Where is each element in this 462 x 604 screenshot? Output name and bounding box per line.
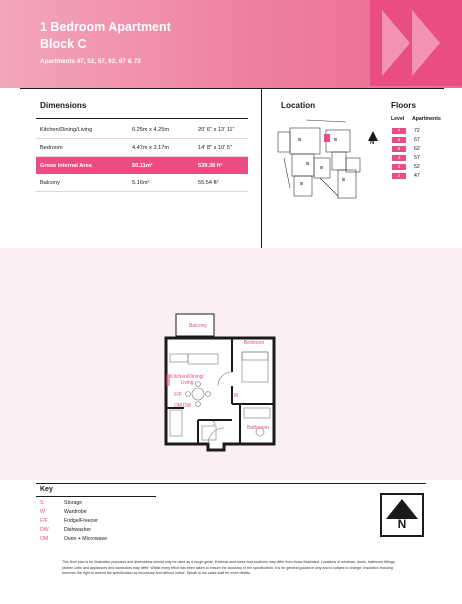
compass-box bbox=[380, 493, 424, 537]
compass-north-label: N bbox=[397, 517, 407, 531]
key-label: Fridge/Freezer bbox=[64, 518, 99, 524]
dimensions-table bbox=[36, 121, 248, 192]
dimensions-rule bbox=[36, 118, 248, 119]
room-name: Bedroom bbox=[36, 139, 128, 157]
room-label-s: S bbox=[212, 421, 216, 427]
table-row bbox=[36, 174, 248, 192]
key-item bbox=[40, 527, 91, 533]
location-north-arrow-icon bbox=[368, 128, 378, 138]
metric-size: 5.16m² bbox=[128, 174, 194, 192]
room-label-bathroom: Bathroom bbox=[247, 425, 269, 431]
apartments-subtitle: Apartments 47, 52, 57, 62, 67 & 72 bbox=[40, 58, 141, 65]
floor-level: 3 bbox=[392, 164, 406, 170]
floors-level-header: Level bbox=[391, 116, 405, 122]
metric-size: 6.25m x 4.25m bbox=[128, 121, 194, 139]
room-name: Kitchen/Dining/Living bbox=[36, 121, 128, 139]
key-item bbox=[40, 509, 87, 515]
room-name: Balcony bbox=[36, 174, 128, 192]
floor-row bbox=[392, 164, 446, 171]
room-label-om: OM bbox=[173, 403, 183, 409]
site-plan-map bbox=[276, 118, 375, 208]
vertical-divider bbox=[261, 88, 262, 248]
key-rule bbox=[36, 496, 156, 497]
room-label-ff: F/F bbox=[174, 392, 182, 398]
imperial-size: 55.54 ft² bbox=[194, 174, 248, 192]
key-item bbox=[40, 536, 107, 542]
block-title: Block C bbox=[40, 37, 87, 51]
chevron-logo bbox=[370, 0, 462, 86]
floor-level: 6 bbox=[392, 137, 406, 143]
floor-apartment: 47 bbox=[414, 173, 420, 179]
metric-size: 4.47m x 3.17m bbox=[128, 139, 194, 157]
floor-apartment: 52 bbox=[414, 164, 420, 170]
room-label-balcony: Balcony bbox=[189, 323, 207, 329]
floor-row bbox=[392, 146, 446, 153]
key-divider bbox=[36, 483, 426, 484]
location-north-label: N bbox=[370, 140, 375, 146]
floor-apartment: 57 bbox=[414, 155, 420, 161]
dimensions-heading: Dimensions bbox=[40, 101, 87, 110]
key-label: Oven + Microwave bbox=[64, 536, 108, 542]
key-label: Storage bbox=[64, 500, 83, 506]
location-heading: Location bbox=[281, 101, 316, 110]
key-code: F/F bbox=[40, 518, 48, 524]
table-row bbox=[36, 139, 248, 157]
room-label-dw: DW bbox=[182, 403, 192, 409]
disclaimer-text: This floor plan is for illustrative purposes and dimensions should only be used as a rough guide. External area sizes and locations may differ from those illustrated. Locations of windows, doors, bathroom fittings, kitchen units and appliances and wardrobes may differ. Whilst every effort has been taken to ensure the accuracy of the specification, it is for general guidance only and is subject to change. Insulation Housing reserves the right to amend the specification as necessary and without notice. Speak to our sales staff for more details. bbox=[62, 560, 396, 576]
floor-apartment: 62 bbox=[414, 146, 420, 152]
key-label: Dishwasher bbox=[64, 527, 92, 533]
floors-heading: Floors bbox=[391, 101, 417, 110]
key-code: OM bbox=[40, 536, 49, 542]
floor-apartment: 72 bbox=[414, 128, 420, 134]
floor-row bbox=[392, 155, 446, 162]
floor-level: 7 bbox=[392, 128, 406, 134]
key-code: W bbox=[40, 509, 45, 515]
room-name: Gross Internal Area bbox=[36, 157, 128, 175]
table-row bbox=[36, 121, 248, 139]
key-item bbox=[40, 500, 82, 506]
room-label-kitchen: Kitchen/Dining/ Living bbox=[170, 374, 204, 386]
key-label: Wardrobe bbox=[64, 509, 87, 515]
table-row-highlight bbox=[36, 157, 248, 175]
floor-row bbox=[392, 128, 446, 135]
key-code: S bbox=[40, 500, 44, 506]
imperial-size: 14' 8" x 10' 5" bbox=[194, 139, 248, 157]
key-code: DW bbox=[40, 527, 49, 533]
room-label-w: W bbox=[233, 393, 239, 399]
page-title: 1 Bedroom Apartment bbox=[40, 20, 171, 34]
imperial-size: 539.38 ft² bbox=[194, 157, 248, 175]
floor-row bbox=[392, 173, 446, 180]
section-divider-top bbox=[20, 88, 444, 89]
floor-row bbox=[392, 137, 446, 144]
floor-level: 4 bbox=[392, 155, 406, 161]
floor-level: 2 bbox=[392, 173, 406, 179]
key-heading: Key bbox=[40, 486, 53, 493]
room-label-bedroom: Bedroom bbox=[243, 340, 265, 346]
floor-level: 5 bbox=[392, 146, 406, 152]
floors-apartments-header: Apartments bbox=[412, 116, 441, 122]
floor-apartment: 67 bbox=[414, 137, 420, 143]
imperial-size: 20' 6" x 13' 11" bbox=[194, 121, 248, 139]
key-item bbox=[40, 518, 98, 524]
metric-size: 50.11m² bbox=[128, 157, 194, 175]
